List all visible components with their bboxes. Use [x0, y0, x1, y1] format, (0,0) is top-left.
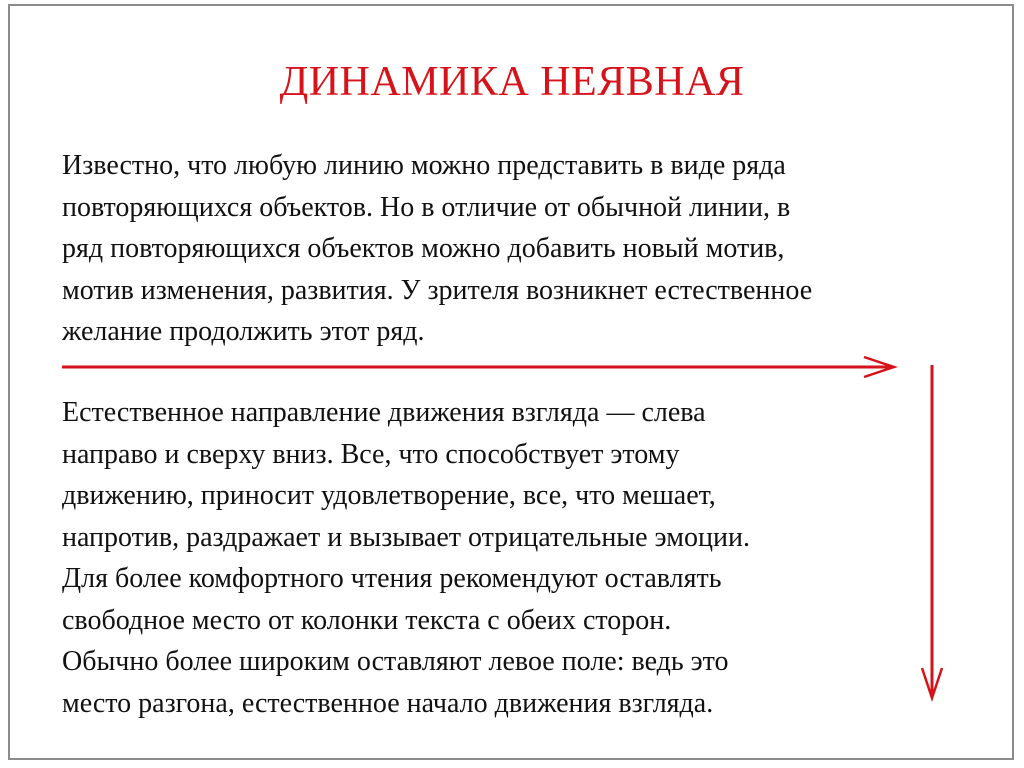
paragraph-line: свободное место от колонки текста с обеих сторон.: [62, 604, 672, 636]
paragraph-line: Известно, что любую линию можно представить в виде ряда: [62, 150, 786, 181]
paragraph-line: движению, приносит удовлетворение, все, что мешает,: [62, 480, 716, 511]
paragraph-line: место разгона, естественное начало движения взгляда.: [62, 687, 714, 719]
paragraph-intro: [62, 145, 812, 353]
paragraph-line: мотив изменения, развития. У зрителя возникнет естественное: [62, 274, 813, 306]
paragraph-line: повторяющихся объектов. Но в отличие от обычной линии, в: [62, 191, 791, 223]
paragraph-line: направо и сверху вниз. Все, что способствует этому: [62, 438, 680, 470]
paragraph-direction: [62, 392, 750, 724]
paragraph-line: Обычно более широким оставляют левое поле: ведь это: [62, 646, 729, 677]
paragraph-line: Для более комфортного чтения рекомендуют оставлять: [62, 563, 722, 594]
paragraph-line: ряд повторяющихся объектов можно добавить новый мотив,: [62, 233, 785, 264]
paragraph-line: желание продолжить этот ряд.: [62, 316, 425, 347]
paragraph-line: напротив, раздражает и вызывает отрицательные эмоции.: [62, 521, 750, 553]
paragraph-line: Естественное направление движения взгляда — слева: [62, 397, 706, 428]
slide-title: ДИНАМИКА НЕЯВНАЯ: [279, 59, 745, 105]
